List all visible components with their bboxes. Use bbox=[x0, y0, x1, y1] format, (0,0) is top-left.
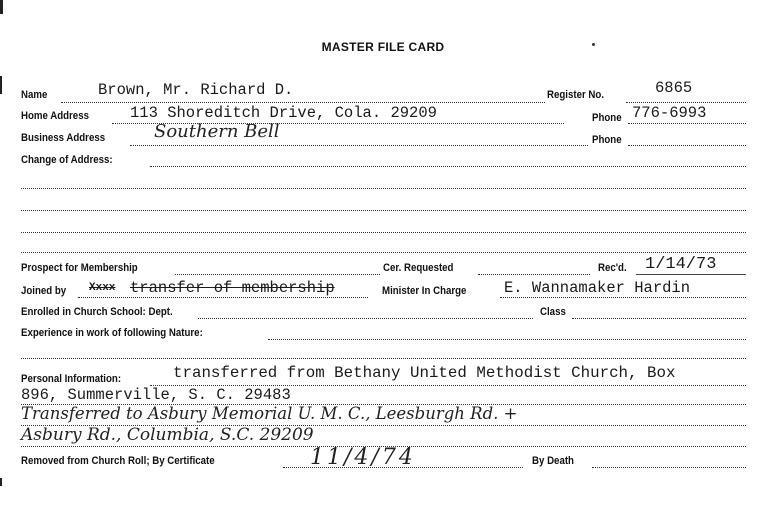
home-address-value: 113 Shoreditch Drive, Cola. 29209 bbox=[130, 104, 437, 122]
card-edge-mark bbox=[0, 478, 2, 486]
personal-info-value-line-1: transferred from Bethany United Methodist Church, Box bbox=[173, 364, 676, 382]
joined-by-label: Joined by bbox=[21, 285, 67, 297]
enrolled-line bbox=[198, 318, 533, 319]
blank-line bbox=[21, 232, 746, 233]
by-death-label: By Death bbox=[532, 455, 574, 467]
register-no-value: 6865 bbox=[655, 79, 693, 97]
change-of-address-label: Change of Address: bbox=[21, 154, 113, 166]
experience-label: Experience in work of following Nature: bbox=[21, 327, 203, 339]
experience-line bbox=[268, 339, 746, 340]
change-of-address-line bbox=[150, 166, 746, 167]
blank-line bbox=[21, 252, 746, 253]
recd-label: Rec'd. bbox=[598, 262, 627, 274]
handwritten-note-line-2: Asbury Rd., Columbia, S.C. 29209 bbox=[21, 425, 314, 445]
joined-by-struck-value: Xxxx bbox=[89, 282, 116, 294]
minister-line bbox=[500, 297, 746, 298]
blank-line bbox=[21, 188, 746, 189]
by-death-line bbox=[592, 467, 746, 468]
business-address-label: Business Address bbox=[21, 132, 106, 144]
blank-line bbox=[21, 358, 746, 359]
prospect-label: Prospect for Membership bbox=[21, 262, 138, 274]
business-address-value: Southern Bell bbox=[154, 121, 280, 142]
card-edge-mark bbox=[0, 0, 3, 14]
card-title: MASTER FILE CARD bbox=[321, 40, 445, 54]
card-edge-mark bbox=[0, 76, 2, 94]
cer-requested-line bbox=[478, 274, 590, 275]
phone-value: 776-6993 bbox=[632, 104, 707, 122]
name-line bbox=[61, 102, 545, 103]
recd-line bbox=[636, 274, 746, 275]
blank-line bbox=[21, 210, 746, 211]
joined-by-value: transfer of membership bbox=[130, 279, 335, 297]
class-label: Class bbox=[540, 306, 566, 318]
home-address-label: Home Address bbox=[21, 110, 89, 122]
removed-certificate-value: 11/4/74 bbox=[310, 445, 416, 470]
minister-label: Minister In Charge bbox=[382, 285, 467, 297]
cer-requested-label: Cer. Requested bbox=[383, 262, 454, 274]
register-no-label: Register No. bbox=[547, 89, 605, 101]
phone-2-line bbox=[628, 145, 746, 146]
name-label: Name bbox=[21, 89, 48, 101]
personal-info-label: Personal Information: bbox=[21, 373, 122, 385]
business-address-line bbox=[130, 145, 588, 146]
phone-label: Phone bbox=[592, 112, 622, 124]
name-value: Brown, Mr. Richard D. bbox=[98, 81, 294, 99]
class-line bbox=[572, 318, 746, 319]
personal-info-value-line-2: 896, Summerville, S. C. 29483 bbox=[21, 386, 291, 404]
joined-by-line bbox=[78, 297, 368, 298]
register-no-line bbox=[626, 102, 746, 103]
phone-2-label: Phone bbox=[592, 134, 622, 146]
ink-speck bbox=[592, 43, 595, 46]
handwritten-note-line-1: Transferred to Asbury Memorial U. M. C., Leesburgh Rd. + bbox=[21, 404, 518, 423]
minister-value: E. Wannamaker Hardin bbox=[504, 279, 691, 297]
removed-label: Removed from Church Roll; By Certificate bbox=[21, 455, 215, 467]
prospect-line bbox=[175, 274, 380, 275]
enrolled-label: Enrolled in Church School: Dept. bbox=[21, 306, 173, 318]
phone-line bbox=[628, 123, 746, 124]
recd-value: 1/14/73 bbox=[645, 255, 717, 274]
